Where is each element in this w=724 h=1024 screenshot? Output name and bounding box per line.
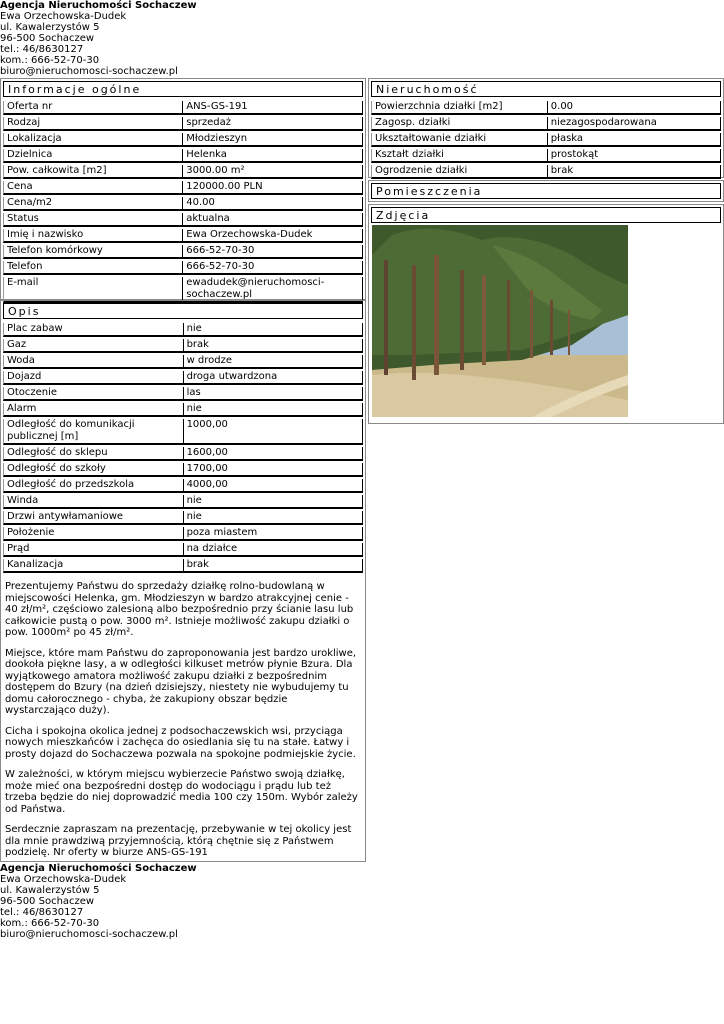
agency-street: ul. Kawalerzystów 5	[0, 22, 100, 33]
field-value: sprzedaż	[183, 117, 363, 131]
field-value: 1000,00	[184, 419, 363, 445]
field-label: Imię i nazwisko	[3, 229, 183, 243]
field-value: Helenka	[183, 149, 363, 163]
table-row	[3, 133, 363, 147]
footer-agency-mobile: kom.: 666-52-70-30	[0, 918, 100, 929]
table-row	[3, 181, 363, 195]
description-text	[5, 581, 361, 859]
field-value: 4000,00	[184, 479, 363, 493]
field-label: Dzielnica	[3, 149, 183, 163]
field-value: aktualna	[183, 213, 363, 227]
field-value: brak	[184, 559, 363, 573]
footer-agency-city: 96-500 Sochaczew	[0, 896, 95, 907]
field-label: Położenie	[3, 527, 184, 541]
field-value: 40.00	[183, 197, 363, 211]
field-value: nie	[184, 323, 363, 337]
footer-agency-person: Ewa Orzechowska-Dudek	[0, 874, 127, 885]
agency-tel: tel.: 46/8630127	[0, 44, 84, 55]
field-label: E-mail	[3, 277, 183, 303]
field-value: niezagospodarowana	[548, 117, 721, 131]
table-row	[3, 511, 363, 525]
field-value: brak	[184, 339, 363, 353]
general-info-panel	[0, 78, 366, 300]
field-label: Odległość do szkoły	[3, 463, 184, 477]
agency-header	[0, 0, 360, 77]
field-value: 1600,00	[184, 447, 363, 461]
property-panel	[368, 78, 724, 178]
field-value: nie	[184, 495, 363, 509]
field-label: Ogrodzenie działki	[371, 165, 548, 179]
photos-panel	[368, 204, 724, 424]
table-row	[3, 419, 363, 445]
field-value: nie	[184, 403, 363, 417]
field-label: Dojazd	[3, 371, 184, 385]
field-value: poza miastem	[184, 527, 363, 541]
footer-agency-email: biuro@nieruchomosci-sochaczew.pl	[0, 929, 178, 940]
field-value: 120000.00 PLN	[183, 181, 363, 195]
field-value: 3000.00 m²	[183, 165, 363, 179]
table-row	[3, 101, 363, 115]
table-row	[3, 479, 363, 493]
table-row	[3, 543, 363, 557]
description-heading: Opis	[3, 303, 363, 319]
forest-photo[interactable]	[372, 225, 628, 417]
description-paragraph: Serdecznie zapraszam na prezentację, przebywanie w tej okolicy jest dla mnie prawdziwą przyjemnością, którą chętnie się z Państwem podzielę. Nr oferty w biurze ANS-GS-191	[5, 824, 352, 858]
table-row	[3, 447, 363, 461]
field-value: na działce	[184, 543, 363, 557]
description-panel	[0, 300, 366, 862]
field-value: las	[184, 387, 363, 401]
table-row	[3, 165, 363, 179]
field-value: 666-52-70-30	[183, 245, 363, 259]
field-value: ANS-GS-191	[183, 101, 363, 115]
table-row	[3, 197, 363, 211]
field-label: Odległość do przedszkola	[3, 479, 184, 493]
table-row	[3, 355, 363, 369]
field-label: Telefon	[3, 261, 183, 275]
field-value: w drodze	[184, 355, 363, 369]
description-paragraph: Prezentujemy Państwu do sprzedaży działkę rolno-budowlaną w miejscowości Helenka, gm. Młodzieszyn w bardzo atrakcyjnej cenie - 40 zł/m², częściowo zalesioną albo bezpośrednio przy ścianie lasu lub całkowicie pustą o pow. 3000 m². Istnieje możliwość zakupu działki o pow. 1000m² po 45 zł/m².	[5, 581, 354, 638]
table-row	[371, 165, 721, 179]
footer-agency-street: ul. Kawalerzystów 5	[0, 885, 100, 896]
general-info-table	[3, 99, 363, 305]
agency-email: biuro@nieruchomosci-sochaczew.pl	[0, 66, 178, 77]
property-table	[371, 99, 721, 181]
field-label: Rodzaj	[3, 117, 183, 131]
rooms-panel	[368, 180, 724, 202]
field-value: 666-52-70-30	[183, 261, 363, 275]
field-label: Ukształtowanie działki	[371, 133, 548, 147]
table-row	[3, 463, 363, 477]
table-row	[3, 527, 363, 541]
field-value: nie	[184, 511, 363, 525]
field-label: Kształt działki	[371, 149, 548, 163]
table-row	[371, 149, 721, 163]
forest-photo-image	[372, 225, 628, 417]
agency-name: Agencja Nieruchomości Sochaczew	[0, 0, 197, 11]
description-table	[3, 321, 363, 575]
field-label: Prąd	[3, 543, 184, 557]
field-label: Winda	[3, 495, 184, 509]
footer-agency-tel: tel.: 46/8630127	[0, 907, 84, 918]
table-row	[3, 495, 363, 509]
table-row	[371, 117, 721, 131]
table-row	[3, 339, 363, 353]
field-value: Młodzieszyn	[183, 133, 363, 147]
field-value: płaska	[548, 133, 721, 147]
table-row	[3, 117, 363, 131]
field-label: Zagosp. działki	[371, 117, 548, 131]
field-value: ewadudek@nieruchomosci-sochaczew.pl	[183, 277, 363, 303]
table-row	[371, 101, 721, 115]
field-label: Gaz	[3, 339, 184, 353]
field-label: Lokalizacja	[3, 133, 183, 147]
field-label: Pow. całkowita [m2]	[3, 165, 183, 179]
field-label: Kanalizacja	[3, 559, 184, 573]
field-label: Odległość do komunikacji publicznej [m]	[3, 419, 184, 445]
footer-agency-name: Agencja Nieruchomości Sochaczew	[0, 863, 197, 874]
field-label: Cena	[3, 181, 183, 195]
description-paragraph: Miejsce, które mam Państwu do zaproponowania jest bardzo urokliwe, dookoła piękne lasy, a w odległości kilkuset metrów płynie Bzura. Dla wyjątkowego amatora możliwość zakupu działki z bezpośrednim dostępem do Bzury (na dzień dzisiejszy, niestety nie wybudujemy tu domu całorocznego - chyba, że zakupiony obszar będzie wystarczająco duży).	[5, 647, 357, 716]
field-label: Powierzchnia działki [m2]	[371, 101, 548, 115]
field-label: Otoczenie	[3, 387, 184, 401]
agency-person: Ewa Orzechowska-Dudek	[0, 11, 127, 22]
field-label: Oferta nr	[3, 101, 183, 115]
field-label: Odległość do sklepu	[3, 447, 184, 461]
property-heading: Nieruchomość	[371, 81, 721, 97]
table-row	[3, 229, 363, 243]
table-row	[3, 261, 363, 275]
photos-heading: Zdjęcia	[371, 207, 721, 223]
field-value: brak	[548, 165, 721, 179]
table-row	[3, 149, 363, 163]
agency-footer	[0, 863, 360, 940]
agency-city: 96-500 Sochaczew	[0, 33, 95, 44]
table-row	[3, 387, 363, 401]
field-label: Drzwi antywłamaniowe	[3, 511, 184, 525]
field-label: Plac zabaw	[3, 323, 184, 337]
description-paragraph: W zależności, w którym miejscu wybierzecie Państwo swoją działkę, może mieć ona bezpośredni dostęp do wodociągu i prądu lub też trzeba będzie do niej doprowadzić media 100 czy 150m. Wybór zależy od Państwa.	[5, 769, 358, 815]
table-row	[3, 371, 363, 385]
table-row	[3, 403, 363, 417]
field-label: Status	[3, 213, 183, 227]
table-row	[3, 323, 363, 337]
field-value: 0.00	[548, 101, 721, 115]
description-paragraph: Cicha i spokojna okolica jednej z podsochaczewskich wsi, przyciąga nowych mieszkańców i zachęca do osiedlania się tu na stałe. Łatwy i prosty dojazd do Sochaczewa pozwala na spokojne podmiejskie życie.	[5, 725, 356, 760]
table-row	[3, 559, 363, 573]
field-label: Woda	[3, 355, 184, 369]
field-value: Ewa Orzechowska-Dudek	[183, 229, 363, 243]
field-value: prostokąt	[548, 149, 721, 163]
field-value: 1700,00	[184, 463, 363, 477]
field-label: Cena/m2	[3, 197, 183, 211]
field-label: Telefon komórkowy	[3, 245, 183, 259]
table-row	[3, 213, 363, 227]
field-label: Alarm	[3, 403, 184, 417]
rooms-heading: Pomieszczenia	[371, 183, 721, 199]
field-value: droga utwardzona	[184, 371, 363, 385]
table-row	[371, 133, 721, 147]
agency-mobile: kom.: 666-52-70-30	[0, 55, 100, 66]
table-row	[3, 245, 363, 259]
general-info-heading: Informacje ogólne	[3, 81, 363, 97]
